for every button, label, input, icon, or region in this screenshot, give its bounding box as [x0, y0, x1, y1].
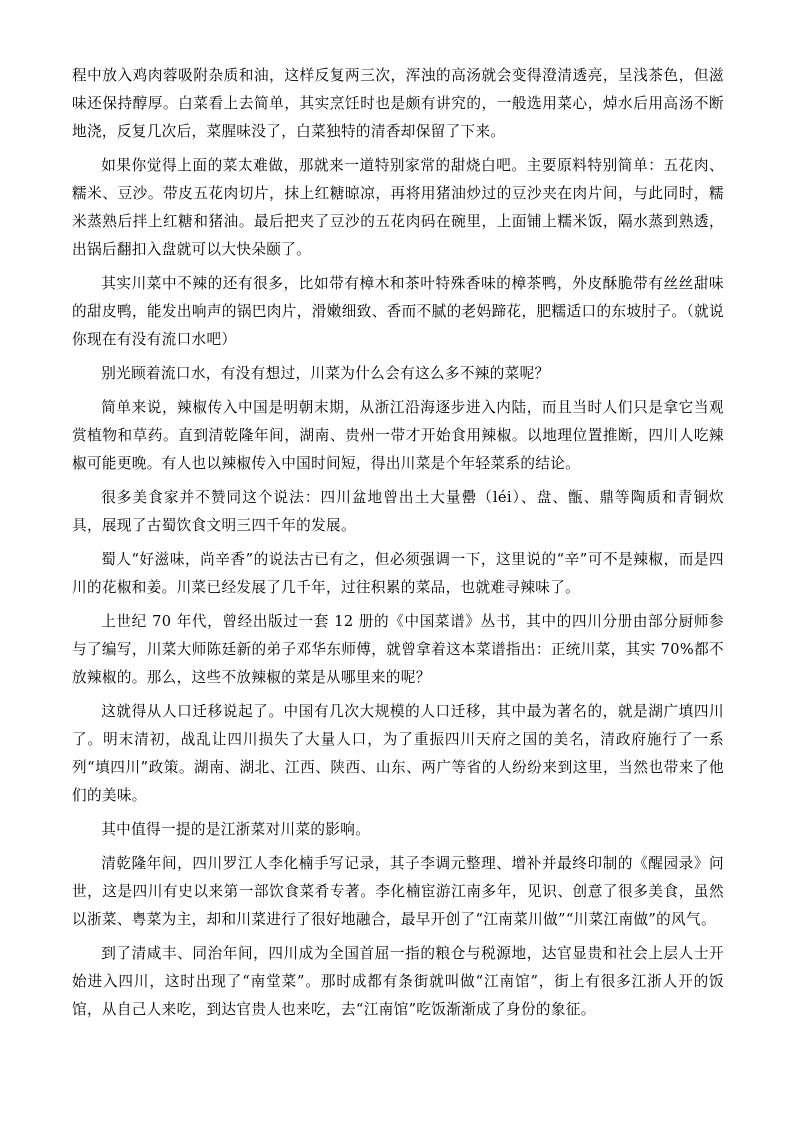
paragraph-12: 到了清咸丰、同治年间，四川成为全国首屈一指的粮仓与税源地，达官显贵和社会上层人士开始进入四川，这时出现了“南堂菜”。那时成都有条街就叫做“江南馆”，街上有很多江浙人开的饭馆，从自己人来吃，到达官贵人也来吃，去“江南馆”吃饭渐渐成了身份的象征。 [72, 945, 724, 1018]
paragraph-3: 其实川菜中不辣的还有很多，比如带有樟木和茶叶特殊香味的樟茶鸭，外皮酥脆带有丝丝甜味的甜皮鸭，能发出响声的锅巴肉片，滑嫩细致、香而不腻的老妈蹄花，肥糯适口的东坡肘子。（就说你现在有没有流口水吧） [72, 275, 724, 348]
document-body [72, 62, 724, 1030]
paragraph-8: 上世纪 70 年代，曾经出版过一套 12 册的《中国菜谱》丛书，其中的四川分册由部分厨师参与了编写，川菜大师陈廷新的弟子邓华东师傅，就曾拿着这本菜谱指出：正统川菜，其实 70%都不放辣椒的。那么，这些不放辣椒的菜是从哪里来的呢？ [72, 613, 724, 686]
paragraph-5: 简单来说，辣椒传入中国是明朝末期，从浙江沿海逐步进入内陆，而且当时人们只是拿它当观赏植物和草药。直到清乾隆年间，湖南、贵州一带才开始食用辣椒。以地理位置推断，四川人吃辣椒可能更晚。有人也以辣椒传入中国时间短，得出川菜是个年轻菜系的结论。 [72, 399, 724, 472]
paragraph-9: 这就得从人口迁移说起了。中国有几次大规模的人口迁移，其中最为著名的，就是湖广填四川了。明末清初，战乱让四川损失了大量人口，为了重振四川天府之国的美名，清政府施行了一系列“填四川”政策。湖南、湖北、江西、陕西、山东、两广等省的人纷纷来到这里，当然也带来了他们的美味。 [72, 703, 724, 804]
paragraph-7: 蜀人“好滋味，尚辛香”的说法古已有之，但必须强调一下，这里说的“辛”可不是辣椒，而是四川的花椒和姜。川菜已经发展了几千年，过往积累的菜品，也就难寻辣味了。 [72, 551, 724, 596]
paragraph-1: 程中放入鸡肉蓉吸附杂质和油，这样反复两三次，浑浊的高汤就会变得澄清透亮，呈浅茶色，但滋味还保持醇厚。白菜看上去简单，其实烹饪时也是颇有讲究的，一般选用菜心，焯水后用高汤不断地浇，反复几次后，菜腥味没了，白菜独特的清香却保留了下来。 [72, 67, 724, 140]
paragraph-2: 如果你觉得上面的菜太难做，那就来一道特别家常的甜烧白吧。主要原料特别简单：五花肉、糯米、豆沙。带皮五花肉切片，抹上红糖晾凉，再将用猪油炒过的豆沙夹在肉片间，与此同时，糯米蒸熟后拌上红糖和猪油。最后把夹了豆沙的五花肉码在碗里，上面铺上糯米饭，隔水蒸到熟透，出锅后翻扣入盘就可以大快朵颐了。 [72, 157, 724, 258]
paragraph-11: 清乾隆年间，四川罗江人李化楠手写记录，其子李调元整理、增补并最终印制的《醒园录》问世，这是四川有史以来第一部饮食菜肴专著。李化楠宦游江南多年，见识、创意了很多美食，虽然以浙菜、粤菜为主，却和川菜进行了很好地融合，最早开创了“江南菜川做”“川菜江南做”的风气。 [72, 855, 724, 928]
paragraph-10: 其中值得一提的是江浙菜对川菜的影响。 [101, 821, 371, 838]
paragraph-4: 别光顾着流口水，有没有想过，川菜为什么会有这么多不辣的菜呢？ [101, 365, 550, 382]
paragraph-6: 很多美食家并不赞同这个说法：四川盆地曾出土大量罍（léi）、盘、甑、鼎等陶质和青铜炊具，展现了古蜀饮食文明三四千年的发展。 [72, 489, 724, 534]
